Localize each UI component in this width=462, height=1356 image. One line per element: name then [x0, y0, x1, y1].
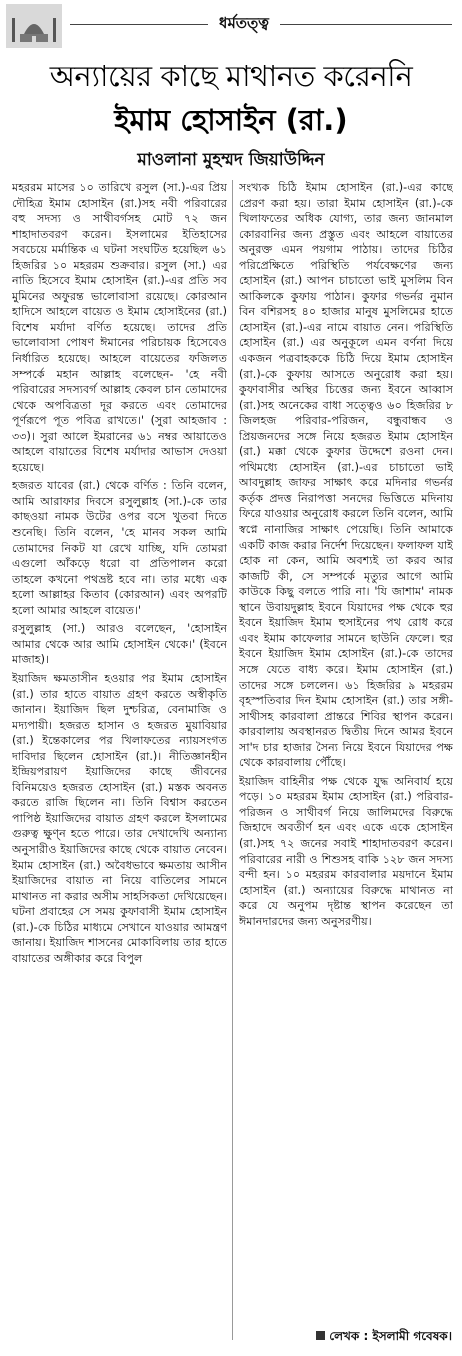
author-note [316, 1328, 452, 1348]
author-byline: মাওলানা মুহম্মদ জিয়াউদ্দিন [137, 150, 325, 170]
section-label: ধর্মতত্ত্ব [208, 12, 280, 34]
paragraph: সংখ্যক চিঠি ইমাম হোসাইন (রা.)-এর কাছে প্রেরণ করা হয়। তারা ইমাম হোসাইন (রা.)-কে খিলাফতের অধিক যোগ্য, তার জন্য জানমাল কোরবানির জন্য প্রস্তুত এবং আহলে বায়াতের অনুরক্ত এমন পয়গাম পাঠায়। তাদের চিঠির পরিপ্রেক্ষিতে পরিস্থিতি পর্যবেক্ষণের জন্য হোসাইন (রা.) আপন চাচাতো ভাই মুসলিম বিন আকিলকে কুফায় পাঠান। কুফার গভর্নর নুমান বিন বশিরসহ ৪০ হাজার মানুষ মুসলিমের হাতে হোসাইন (রা.)-এর নামে বায়াত নেন। পরিস্থিতি হোসাইন (রা.) এর অনুকূলে এমন বর্ণনা দিয়ে একজন পত্রবাহককে চিঠি দিয়ে ইমাম হোসাইন (রা.)-কে কুফায় আসতে অনুরোধ করা হয়। কুফাবাসীর অস্থির চিত্তের জন্য ইবনে আব্বাস (রা.)সহ অনেকের বাধা সত্ত্বেও ৬০ হিজরির ৮ জিলহজ পরিবার-পরিজন, বন্ধুবান্ধব ও প্রিয়জনদের সঙ্গে নিয়ে হজরত ইমাম হোসাইন (রা.) মক্কা থেকে কুফার উদ্দেশে রওনা দেন। পথিমধ্যে হোসাইন (রা.)-এর চাচাতো ভাই আবদুল্লাহ জাফর সাক্ষাৎ করে মদিনার গভর্নর কর্তৃক প্রদত্ত নিরাপত্তা সনদের ভিত্তিতে মদিনায় ফিরে যাওয়ার অনুরোধ করলে তিনি বলেন, আমি স্বপ্নে নানাজির সাক্ষাৎ পেয়েছি। তিনি আমাকে একটি কাজ করার নির্দেশ দিয়েছেন। ফলাফল যাই হোক না কেন, আমি অবশ্যই তা করব আর কাজটি কী, সে সম্পর্কে মৃত্যুর আগে আমি কাউকে কিছু বলতে পারি না। 'যি জাশাম' নামক স্থানে উবায়দুল্লাহ ইবনে যিয়াদের পক্ষ থেকে হুর ইবনে ইয়াজিদ ইমাম হুসাইনের পথ রোধ করে এবং ইমাম কাফেলার সামনে ছাউনি ফেলে। হুর ইবনে ইয়াজিদ ইমাম হোসাইন (রা.)-কে তাদের সঙ্গে যেতে বাধ্য করে। ইমাম হোসাইন (রা.) তাদের সঙ্গে চললেন। ৬১ হিজরির ৯ মহররম বৃহস্পতিবার দিন ইমাম হোসাইন (রা.) তার সঙ্গী-সাথীসহ কারবালা প্রান্তরে শিবির স্থাপন করেন। কারবালায় অবস্থানরত দ্বিতীয় দিনে আমর ইবনে সা'দ চার হাজার সৈন্য নিয়ে ইবনে যিয়াদের পক্ষ থেকে কারবালায় পৌঁছে। [239, 181, 453, 770]
headline-line-1: অন্যায়ের কাছে মাথানত করেননি [49, 59, 413, 93]
column-divider [232, 180, 233, 1340]
section-header [0, 0, 462, 52]
paragraph: হজরত যাবের (রা.) থেকে বর্ণিত : তিনি বলেন, আমি আরাফার দিবসে রসুলুল্লাহ (সা.)-কে তার কাছওয়া নামক উটের ওপর বসে খুতবা দিতে শুনেছি। তিনি বলেন, 'হে মানব সকল আমি তোমাদের নিকট যা রেখে যাচ্ছি, যদি তোমরা এগুলো আঁকড়ে ধরো বা প্রতিপালন করো তাহলে কখনো পথভ্রষ্ট হবে না। তার মধ্যে এক হলো আল্লাহর কিতাব (কোরআন) এবং অপরটি হলো আমার আহলে বায়েত।' [12, 479, 227, 617]
square-bullet-icon [316, 1331, 325, 1340]
paragraph: রসুলুল্লাহ (সা.) আরও বলেছেন, 'হোসাইন আমার থেকে আর আমি হোসাইন থেকে।' (ইবনে মাজাহ)। [12, 622, 227, 667]
mosque-icon [6, 4, 62, 48]
paragraph: ইয়াজিদ ক্ষমতাসীন হওয়ার পর ইমাম হোসাইন (রা.) তার হাতে বায়াত গ্রহণ করতে অস্বীকৃতি জানান। ইয়াজিদ ছিল দুশ্চরিত্র, বেনামাজি ও মদ্যপায়ী। হজরত হাসান ও হজরত মুয়াবিয়ার (রা.) ইন্তেকালের পর খিলাফতের ন্যায়সংগত দাবিদার ছিলেন হোসাইন (রা.)। নীতিজ্ঞানহীন ইন্দ্রিয়পরায়ণ ইয়াজিদের কাছে জীবনের বিনিময়েও হজরত হোসাইন (রা.) মস্তক অবনত করতে রাজি ছিলেন না। তিনি বিশ্বাস করতেন পাপিষ্ঠ ইয়াজিদের বায়াত গ্রহণ করলে ইসলামের গুরুত্ব ক্ষুণ্ন হতে পারে। তার দেখাদেখি অন্যান্য অনুসারীও ইয়াজিদের কাছে থেকে বায়াত নেবেন। ইমাম হোসাইন (রা.) অবৈধভাবে ক্ষমতায় আসীন ইয়াজিদের বায়াত না নিয়ে বাতিলের সামনে মাথানত না করার অসীম সাহসিকতা দেখিয়েছেন। ঘটনা প্রবাহের সে সময় কুফাবাসী ইমাম হোসাইন (রা.)-কে চিঠির মাধ্যমে সেখানে যাওয়ার আমন্ত্রণ জানায়। ইয়াজিদ শাসনের মোকাবিলায় তার হাতে বায়াতের অঙ্গীকার করে বিপুল [12, 671, 227, 965]
article-column-1 [12, 180, 227, 1350]
headline-line-2: ইমাম হোসাইন (রা.) [114, 103, 348, 137]
author-note-text: লেখক : ইসলামী গবেষক। [329, 1329, 452, 1343]
article-column-2 [239, 180, 453, 1330]
paragraph: মহররম মাসের ১০ তারিখে রসুল (সা.)-এর প্রিয় দৌহিত্র ইমাম হোসাইন (রা.)সহ নবী পরিবারের বহু সদস্য ও সাথীবর্গসহ মোট ৭২ জন শাহাদাতবরণ করেন। ইসলামের ইতিহাসের সবচেয়ে মর্মান্তিক এ ঘটনা সংঘটিত হয়েছিল ৬১ হিজরির ১০ মহররম শুক্রবার। রসুল (সা.) এর নাতি হিসেবে ইমাম হোসাইন (রা.)-এর প্রতি সব মুমিনের অফুরন্ত ভালোবাসা রয়েছে। কোরআন হাদিসে আহলে বায়েত ও ইমাম হোসাইনের (রা.) বিশেষ মর্যাদা বর্ণিত হয়েছে। তাদের প্রতি ভালোবাসা পোষণ ঈমানের পরিচায়ক হিসেবেও নির্ধারিত হয়েছে। আহলে বায়েতের ফজিলত সম্পর্কে মহান আল্লাহ বলেছেন- 'হে নবী পরিবারের সদস্যবর্গ আল্লাহ কেবল চান তোমাদের থেকে অপবিত্রতা দূর করতে এবং তোমাদের পূর্ণরূপে পূত পবিত্র রাখতে।' (সুরা আহজাব : ৩৩)। সুরা আলে ইমরানের ৬১ নম্বর আয়াতেও আহলে বায়াতের বিশেষ মর্যাদার আভাস দেওয়া হয়েছে। [12, 181, 227, 474]
paragraph: ইয়াজিদ বাহিনীর পক্ষ থেকে যুদ্ধ অনিবার্য হয়ে পড়ে। ১০ মহররম ইমাম হোসাইন (রা.) পরিবার-পরিজন ও সাথীবর্গ নিয়ে জালিমদের বিরুদ্ধে জিহাদে অবতীর্ণ হন এবং একে একে হোসাইন (রা.)সহ ৭২ জনের সবাই শাহাদাতবরণ করেন। পরিবারের নারী ও শিশুসহ বাকি ১২৮ জন সদস্য বন্দী হন। ১০ মহররম কারবালার ময়দানে ইমাম হোসাইন (রা.) অন্যায়ের বিরুদ্ধে মাথানত না করে যে অনুপম দৃষ্টান্ত স্থাপন করেছেন তা ঈমানদারদের জন্য অনুসরণীয়। [239, 774, 453, 928]
